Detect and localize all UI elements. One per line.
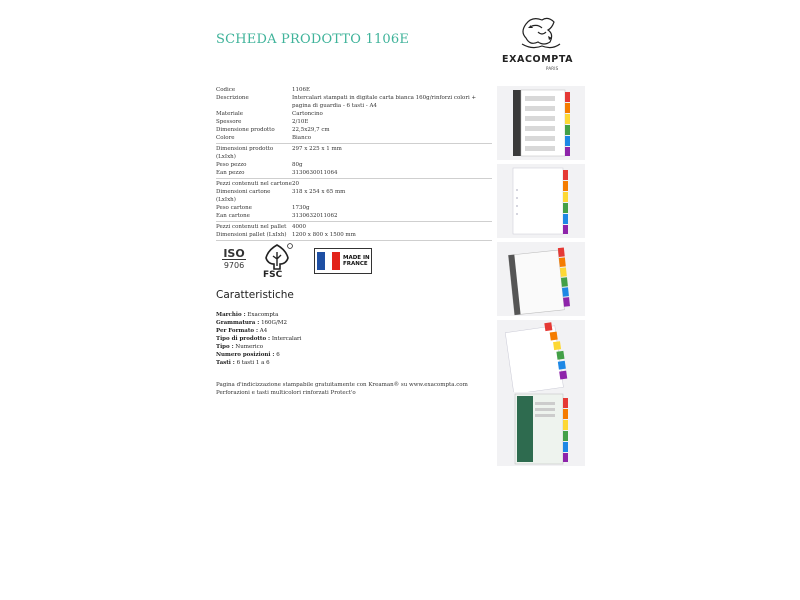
note-line: Pagina d'indicizzazione stampabile gratuitamente con Kreaman® su www.exacompta.com (216, 382, 468, 388)
spec-label: Pezzi contenuti nel pallet (216, 224, 287, 230)
spec-row (216, 161, 492, 169)
spec-row (216, 110, 492, 118)
spec-label: Dimensione prodotto (216, 127, 275, 133)
feature-value: Numerico (235, 344, 264, 350)
spec-group-pallet (216, 223, 492, 241)
spec-table (216, 86, 492, 242)
feature-label: Tasti : (216, 360, 235, 366)
spec-value: 318 x 254 x 65 mm (292, 189, 346, 195)
spec-row (216, 145, 492, 161)
product-image-4 (497, 320, 585, 394)
spec-value: Intercalari stampati in digitale carta bianca 160g/rinforzi colori + pagina di guardia - 6 tasti - A4 (292, 95, 477, 109)
spec-value: 20 (292, 181, 299, 187)
product-image-1 (497, 86, 585, 160)
spec-label: Spessore (216, 119, 242, 125)
spec-label: Dimensioni cartone (LxIxh) (216, 189, 271, 203)
feature-item (216, 319, 301, 327)
feature-value: A4 (259, 328, 268, 334)
spec-group-piece (216, 145, 492, 179)
spec-label: Descrizione (216, 95, 249, 101)
spec-label: Ean cartone (216, 213, 250, 219)
feature-item (216, 351, 301, 359)
page-title: SCHEDA PRODOTTO 1106E (216, 32, 410, 47)
iso-9706-badge (222, 248, 246, 276)
feature-label: Tipo di prodotto : (216, 336, 271, 342)
iso-label: ISO (223, 247, 245, 260)
made-in-line2: FRANCE (343, 261, 368, 267)
fsc-label: FSC (263, 270, 283, 280)
spec-label: Dimensioni prodotto (LxIxh) (216, 146, 274, 160)
spec-value: 297 x 225 x 1 mm (292, 146, 342, 152)
notes (216, 381, 468, 397)
feature-item (216, 327, 301, 335)
dividers-black-cover-image (497, 86, 585, 160)
spec-value: 2/10E (292, 119, 309, 125)
feature-label: Per Formato : (216, 328, 259, 334)
feature-value: 6 tasti 1 a 6 (236, 360, 270, 366)
spec-label: Peso cartone (216, 205, 252, 211)
feature-item (216, 311, 301, 319)
exacompta-logo (508, 14, 576, 76)
spec-value: 22,5x29,7 cm (292, 127, 330, 133)
made-in-line1: MADE IN (343, 255, 370, 261)
feature-value: Intercalari (271, 336, 302, 342)
spec-row (216, 212, 492, 220)
made-in-france-badge (314, 248, 372, 274)
brand-name: EXACOMPTA (502, 54, 574, 65)
spec-value: 1106E (292, 87, 311, 93)
fsc-tree-icon (260, 242, 294, 272)
features-list (216, 311, 301, 367)
spec-row (216, 134, 492, 142)
dividers-white-sheet-image (497, 164, 585, 238)
spec-label: Peso pezzo (216, 162, 247, 168)
spec-value: Cartoncino (292, 111, 323, 117)
spec-label: Dimensioni pallet (LxIxh) (216, 232, 287, 238)
spec-value: 3130630011064 (292, 170, 338, 176)
spec-label: Codice (216, 87, 236, 93)
spec-row (216, 204, 492, 212)
spec-value: Bianco (292, 135, 312, 141)
dividers-stacked-image (497, 320, 585, 394)
brand-sub: PARIS (546, 66, 559, 71)
spec-value: 4000 (292, 224, 306, 230)
spec-value: 1200 x 800 x 1500 mm (292, 232, 356, 238)
feature-label: Marchio : (216, 312, 246, 318)
feature-label: Tipo : (216, 344, 234, 350)
spec-value: 3130632011062 (292, 213, 338, 219)
features-heading: Caratteristiche (216, 289, 294, 301)
feature-value: 6 (276, 352, 280, 358)
product-image-5 (497, 392, 585, 466)
product-image-2 (497, 164, 585, 238)
spec-row (216, 223, 492, 231)
spec-label: Colore (216, 135, 235, 141)
spec-row (216, 86, 492, 94)
spec-row (216, 126, 492, 134)
spec-value: 1730g (292, 205, 310, 211)
feature-item (216, 359, 301, 367)
spec-row (216, 94, 492, 110)
spec-label: Materiale (216, 111, 244, 117)
spec-row (216, 180, 492, 188)
spec-label: Ean pezzo (216, 170, 245, 176)
france-flag-icon (317, 252, 340, 270)
spec-group-carton (216, 180, 492, 222)
feature-label: Grammatura : (216, 320, 260, 326)
spec-row (216, 231, 492, 239)
feature-label: Numero posizioni : (216, 352, 275, 358)
colored-tabs-icon (565, 92, 570, 156)
dividers-fanned-image (497, 242, 585, 316)
product-image-3 (497, 242, 585, 316)
note-line: Perforazioni e tasti multicolori rinforzati Protect'o (216, 390, 356, 396)
spec-row (216, 188, 492, 204)
feature-value: Exacompta (247, 312, 279, 318)
spec-row (216, 118, 492, 126)
fsc-badge (260, 242, 294, 280)
feature-value: 160G/M2 (261, 320, 287, 326)
made-in-text (343, 255, 370, 267)
feature-item (216, 335, 301, 343)
dividers-packaging-image (497, 392, 585, 466)
spec-group-general (216, 86, 492, 144)
spec-row (216, 169, 492, 177)
spec-label: Pezzi contenuti nel cartone (216, 181, 292, 187)
iso-number: 9706 (223, 261, 245, 270)
feature-item (216, 343, 301, 351)
spec-value: 80g (292, 162, 303, 168)
